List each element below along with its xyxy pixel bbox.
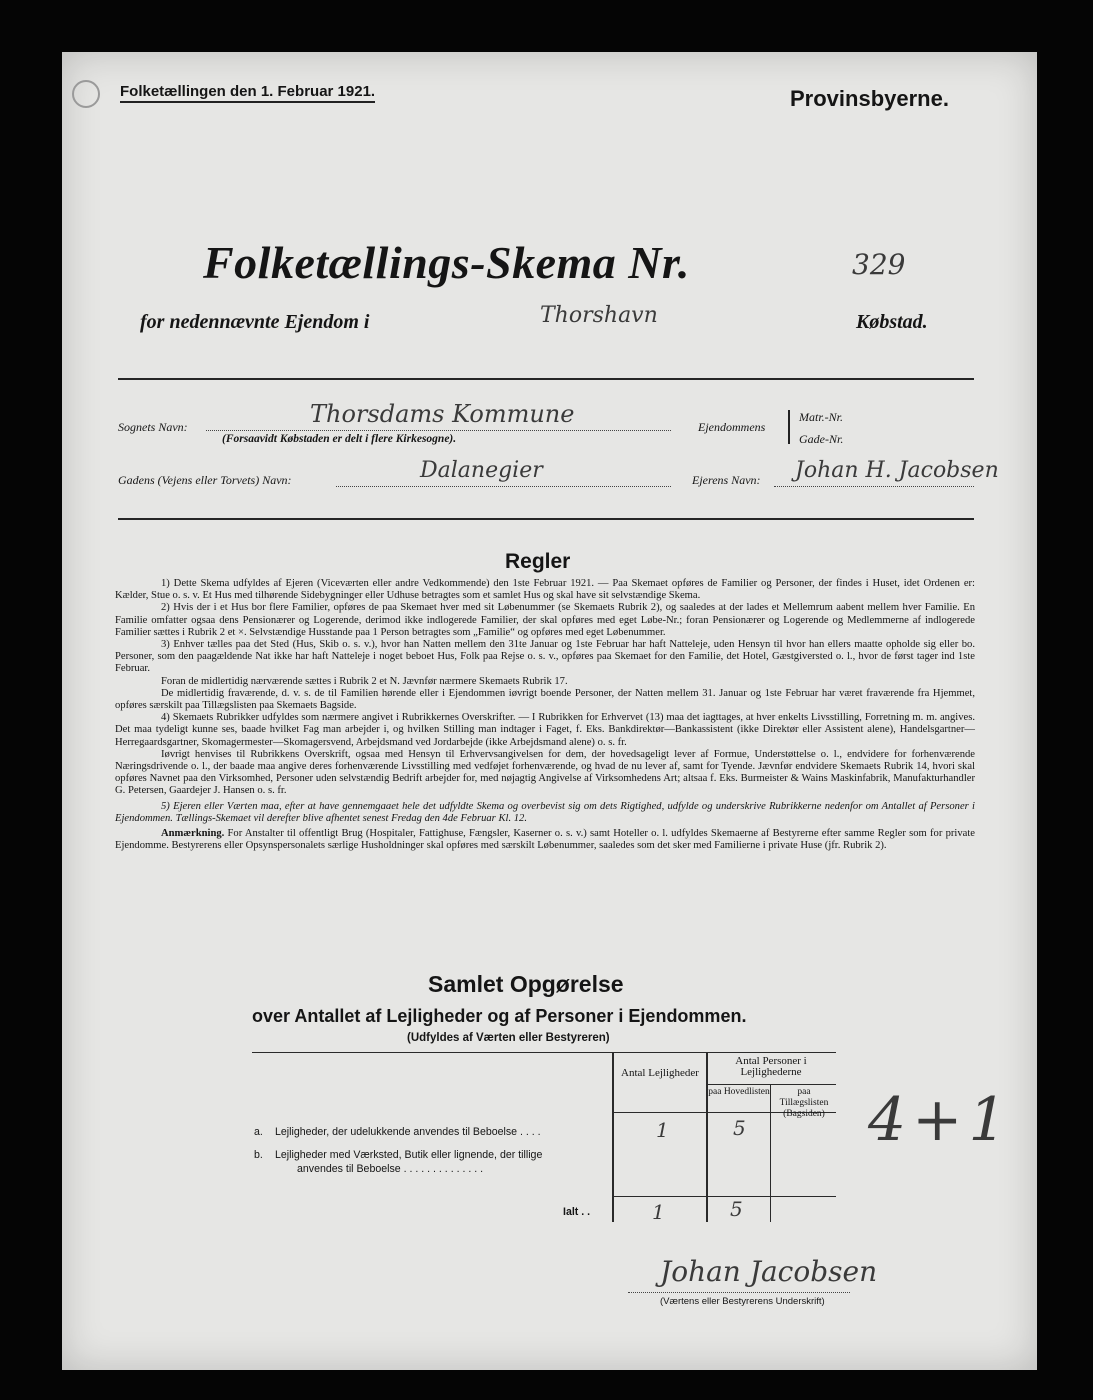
rule-3: 3) Enhver tælles paa det Sted (Hus, Skib o. s. v.), hvor han Natten mellem den 31te Januar og 1ste Februar har haft Natteleje, uden Hensyn til hvor han ellers maatte opholde sig eller bo. Personer, som den paagældende Nat ikke har haft Natteleje i noget beboet Hus, Folk paa Rejse o. s. v., opføres paa Skemaet for den Familie, det Hotel, Gæstgiversted o. l., hvor de først tager ind 1ste Februar. — [115, 639, 975, 675]
street-underline — [336, 486, 671, 487]
census-date-line: Folketællingen den 1. Februar 1921. — [120, 83, 375, 103]
row-a-label: Lejligheder, der udelukkende anvendes til Beboelse . . . . — [275, 1126, 541, 1138]
table-top-rule — [252, 1052, 836, 1053]
rule-5: 5) Ejeren eller Værten maa, efter at have gennemgaaet hele det udfyldte Skema og overbevist sig om dets Rigtighed, udfylde og underskrive Rubrikkerne nedenfor om Antallet af Personer i Ejendommen. Tællings-Skemaet vil derefter blive afhentet senest Fredag den 4de Februar Kl. 12. — [115, 800, 975, 824]
form-title: Folketællings-Skema Nr. — [203, 237, 690, 288]
parish-underline — [206, 430, 671, 431]
rule-3c: De midlertidig fraværende, d. v. s. de til Familien hørende eller i Ejendommen iøvrigt boende Personer, der Natten mellem 31. Januar og 1ste Februar har været fraværende fra Hjemmet, opføres særskilt paa Tillægslisten paa Skemaets Bagside. — [115, 687, 975, 712]
owner-value: Johan H. Jacobsen — [795, 458, 999, 483]
remark-label: Anmærkning. — [161, 828, 225, 840]
stamp-mark — [72, 80, 100, 108]
margin-note: 4+1 — [868, 1085, 1013, 1155]
subtitle-prefix: for nedennævnte Ejendom i — [140, 311, 370, 333]
rule-3b: Foran de midlertidig nærværende sættes i Rubrik 2 et N. Jævnfør nærmere Skemaets Rubrik 17. — [161, 675, 568, 687]
table-col-line-3 — [770, 1084, 771, 1222]
rule-2: 2) Hvis der i et Hus bor flere Familier, opføres de paa Skemaet hver med sit Løbenummer (se Skemaets Rubrik 2), og saaledes at der lades et Mellemrum aabent mellem hver Familie. En Familie omfatter ogsaa dens Pensionærer og Logerende, derimod ikke indlogerede Familier, der skal opføres med eget Løbe-Nr.; foran Pensionærer og Logerende og Medlemmerne af indlogerede Familier sættes i Rubrik 2 et ×. Selvstændige Husstande paa 1 Person betragtes som „Familie“ og opføres med eget Løbenummer. — [115, 602, 975, 638]
town-name: Thorshavn — [540, 303, 658, 328]
parish-value: Thorsdams Kommune — [310, 400, 575, 428]
row-a-persons-main: 5 — [733, 1116, 746, 1140]
gade-nr-label: Gade-Nr. — [799, 432, 844, 446]
owner-label: Ejerens Navn: — [692, 473, 761, 487]
row-b-label-1: Lejligheder med Værksted, Butik eller lignende, der tillige — [275, 1149, 543, 1161]
col-apartments-header: Antal Lejligheder — [621, 1067, 699, 1079]
row-b-prefix: b. — [254, 1149, 263, 1161]
region-label: Provinsbyerne. — [790, 86, 949, 111]
col-supplement-header: paa Tillægslisten (Bagsiden) — [779, 1087, 829, 1119]
remark-text: For Anstalter til offentligt Brug (Hospitaler, Fattighuse, Fængsler, Kaserner o. s. v.) samt Hoteller o. l. udfyldes Skemaerne af Bestyrerne efter samme Regler som for private Ejendomme. Bestyrerens eller Opsynspersonalets særlige Husholdninger skal opføres med særskilt Løbenummer, saaledes som det sker med Familierne i private Huse (jfr. Rubrik 2). — [115, 828, 975, 852]
parish-label: Sognets Navn: — [118, 420, 188, 434]
owner-underline — [774, 486, 974, 487]
total-persons-main: 5 — [730, 1197, 743, 1221]
owner-signature: Johan Jacobsen — [660, 1255, 878, 1288]
signature-caption: (Værtens eller Bestyrerens Underskrift) — [660, 1296, 825, 1307]
rule-4: 4) Skemaets Rubrikker udfyldes som nærmere angivet i Rubrikkernes Overskrifter. — I Rubrikken for Erhvervet (13) maa det iagttages, at hver enkelts Livsstilling, Forretning m. m. angives. Det maa tydeligt kunne ses, baade hvilket Fag man arbejder i, og hvilken Stilling man indtager i Faget, f. Eks. Bankdirektør—Bankassistent (ikke Direktør eller Assistent alene), Handelsgartner—Herregaardsgartner, Skomagermester—Skomagersvend, Arbejdsmand ved Jordarbejde (ikke Arbejdsmand alene) o. s. fr. — [115, 712, 975, 748]
rules-heading: Regler — [505, 550, 571, 573]
col-main-list-header: paa Hovedlisten — [708, 1087, 770, 1097]
rules-text — [115, 578, 975, 852]
property-label: Ejendommens — [698, 420, 766, 434]
row-b-label-2: anvendes til Beboelse . . . . . . . . . . . . . . — [297, 1163, 484, 1175]
parish-note: (Forsaavidt Købstaden er delt i flere Kirkesogne). — [222, 433, 457, 445]
divider-top — [118, 378, 974, 380]
subtitle-suffix: Købstad. — [856, 311, 928, 333]
total-label: Ialt . . — [563, 1206, 591, 1218]
remark — [115, 828, 975, 852]
rule-4b: Iøvrigt henvises til Rubrikkens Overskrift, ogsaa med Hensyn til Erhvervsangivelsen for dem, der hovedsageligt lever af Formue, Understøttelse o. l., endvidere for forhenværende Næringsdrivende o. l., der baade maa angive deres forhenværende Livsstilling med vedføjet forhenværende, og hvad de nu lever af, samt for Tyende. Jævnfør endvidere Skemaets Rubrik 14, hvori skal opføres Navnet paa den Virksomhed, Personer uden selvstændig Bedrift arbejder for, med nøjagtig Angivelse af Virksomhedens Art; altsaa f. Eks. Burmeister & Wains Maskinfabrik, Manufakturhandler G. Petersen, Gaardejer J. Hansen o. s. fr. — [115, 748, 975, 797]
table-sub-rule — [706, 1084, 836, 1085]
divider-bottom — [118, 518, 974, 520]
summary-subtitle: over Antallet af Lejligheder og af Personer i Ejendommen. — [252, 1006, 747, 1026]
total-apartments: 1 — [652, 1200, 665, 1224]
table-total-rule — [612, 1196, 836, 1197]
form-number: 329 — [852, 248, 906, 281]
property-brace — [788, 410, 793, 444]
matr-label: Matr.-Nr. — [799, 410, 844, 424]
rule-1: 1) Dette Skema udfyldes af Ejeren (Viceværten eller andre Vedkommende) den 1ste Februar 1921. — Paa Skemaet opføres de Familier og Personer, der findes i Huset, idet Ordenen er: Kælder, Stue o. s. v. Et Hus med tilhørende Sidebygninger eller Udhuse betragtes som et samlet Hus og skal have sit selvstændige Skema. — [115, 578, 975, 602]
row-a-prefix: a. — [254, 1126, 263, 1138]
summary-note: (Udfyldes af Værten eller Bestyreren) — [407, 1032, 610, 1044]
col-persons-header: Antal Personer i Lejlighederne — [735, 1055, 807, 1078]
street-name-label: Gadens (Vejens eller Torvets) Navn: — [118, 473, 292, 487]
row-a-apartments: 1 — [656, 1118, 669, 1142]
street-name-value: Dalanegier — [420, 458, 543, 483]
summary-title: Samlet Opgørelse — [428, 971, 624, 997]
signature-line — [628, 1292, 850, 1293]
